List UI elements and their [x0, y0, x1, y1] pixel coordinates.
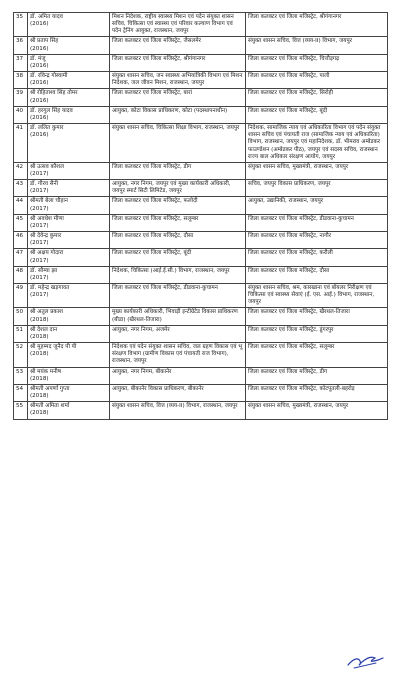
new-posting: जिला कलक्टर एवं जिला मजिस्ट्रेट, डीग	[246, 367, 388, 384]
officer-cell	[28, 214, 110, 231]
table-row	[14, 89, 388, 106]
table-row	[14, 384, 388, 401]
current-posting: मुख्य कार्यकारी अधिकारी, भिवाड़ी इन्टीग्रेटेड विकास प्राधिकरण (बीडा) (खैरथल-तिजारा)	[110, 308, 246, 325]
batch-year: (2017)	[30, 222, 49, 229]
current-posting: जिला कलक्टर एवं जिला मजिस्ट्रेट, दौसा	[110, 232, 246, 249]
officer-name: डॉ. गौरव सैनी	[30, 181, 59, 188]
serial-number: 53	[14, 367, 28, 384]
serial-number: 50	[14, 308, 28, 325]
new-posting: जिला कलक्टर एवं जिला मजिस्ट्रेट, चित्तौड़गढ़	[246, 54, 388, 71]
current-posting: निदेशक एवं पदेन संयुक्त शासन सचिव, जल ग्रहण विकास एवं भू संरक्षण विभाग (ग्रामीण विकास एवं पंचायती राज विभाग), राजस्थान, जयपुर	[110, 343, 246, 367]
table-row	[14, 325, 388, 342]
current-posting: जिला कलक्टर एवं जिला मजिस्ट्रेट, बूंदी	[110, 249, 246, 266]
current-posting: आयुक्त, कोटा विकास प्राधिकरण, कोटा (पदस्थापनाधीन)	[110, 106, 246, 123]
new-posting: निदेशक, सामाजिक न्याय एवं अधिकारिता विभाग एवं पदेन संयुक्त शासन सचिव एवं पंचायती राज (सामाजिक न्याय एवं अधिकारिता) विभाग, राजस्थान, जयपुर एवं महानिदेशक, डॉ. भीमराव अम्बेडकर फाउण्डेशन (अम्बेडकर पीठ), जयपुर एवं सदस्य सचिव, राजस्थान राज्य बाल अधिकार संरक्षण आयोग, जयपुर	[246, 124, 388, 163]
serial-number: 55	[14, 402, 28, 419]
serial-number: 45	[14, 214, 28, 231]
new-posting: जिला कलक्टर एवं जिला मजिस्ट्रेट, सिरोही	[246, 89, 388, 106]
table-row	[14, 180, 388, 197]
current-posting: आयुक्त, नगर निगम, बीकानेर	[110, 367, 246, 384]
officer-name: डॉ. ललित कुमार	[30, 125, 64, 132]
serial-number: 44	[14, 197, 28, 214]
officer-name: श्री अवधेश मीणा	[30, 215, 64, 222]
officer-name: श्री अतुल प्रकाश	[30, 309, 63, 316]
current-posting: जिला कलक्टर एवं जिला मजिस्ट्रेट, फलोदी	[110, 197, 246, 214]
new-posting: जिला कलक्टर एवं जिला मजिस्ट्रेट, बूंदी	[246, 106, 388, 123]
officer-name: डॉ. हरगुल सिंह यादव	[30, 107, 73, 114]
officer-name: श्री देशल दान	[30, 326, 58, 333]
new-posting: जिला कलक्टर एवं जिला मजिस्ट्रेट, सलूम्बर	[246, 343, 388, 367]
batch-year: (2017)	[30, 205, 49, 212]
serial-number: 38	[14, 72, 28, 89]
serial-number: 40	[14, 106, 28, 123]
new-posting: जिला कलक्टर एवं जिला मजिस्ट्रेट, पाली	[246, 72, 388, 89]
batch-year: (2018)	[30, 333, 49, 340]
batch-year: (2017)	[30, 188, 49, 195]
officer-cell	[28, 89, 110, 106]
transfer-list-table	[13, 12, 388, 420]
batch-year: (2016)	[30, 114, 49, 121]
officer-cell	[28, 367, 110, 384]
officer-name: श्री मुहम्मद जुनैद पी पी	[30, 344, 77, 351]
serial-number: 41	[14, 124, 28, 163]
signature	[345, 650, 385, 670]
serial-number: 42	[14, 162, 28, 179]
current-posting: संयुक्त शासन सचिव, वित्त (व्यय-II) विभाग, राजस्थान, जयपुर	[110, 402, 246, 419]
officer-name: श्री उत्सव कौशल	[30, 163, 64, 170]
table-row	[14, 54, 388, 71]
batch-year: (2018)	[30, 410, 49, 417]
table-body	[14, 13, 388, 420]
new-posting: संयुक्त शासन सचिव, वित्त (व्यय-II) विभाग, जयपुर	[246, 37, 388, 54]
current-posting: आयुक्त, बीकानेर विकास प्राधिकरण, बीकानेर	[110, 384, 246, 401]
officer-name: श्रीमती अपर्णा गुप्ता	[30, 385, 70, 392]
batch-year: (2016)	[30, 21, 49, 28]
current-posting: जिला कलक्टर एवं जिला मजिस्ट्रेट, जैसलमेर	[110, 37, 246, 54]
officer-name: श्री अक्षय गोदारा	[30, 250, 64, 257]
officer-cell	[28, 325, 110, 342]
current-posting: जिला कलक्टर एवं जिला मजिस्ट्रेट, डीग	[110, 162, 246, 179]
officer-name: श्री मयंक मनीष	[30, 368, 61, 375]
new-posting: जिला कलक्टर एवं जिला मजिस्ट्रेट, खैरथल-तिजारा	[246, 308, 388, 325]
officer-name: श्री देवेन्द्र कुमार	[30, 233, 62, 240]
table-row	[14, 106, 388, 123]
officer-cell	[28, 180, 110, 197]
new-posting: संयुक्त शासन सचिव, श्रम, कारखाना एवं बॉयलर निरीक्षण एवं चिकित्सा एवं स्वास्थ्य सेवाएं (ई. एस. आई.) विभाग, राजस्थान, जयपुर	[246, 284, 388, 308]
table-row	[14, 13, 388, 37]
new-posting: आयुक्त, उद्यानिकी, राजस्थान, जयपुर	[246, 197, 388, 214]
officer-name: डॉ. रविन्द्र गोस्वामी	[30, 73, 68, 80]
batch-year: (2018)	[30, 316, 49, 323]
table-row	[14, 214, 388, 231]
serial-number: 51	[14, 325, 28, 342]
officer-cell	[28, 232, 110, 249]
new-posting: जिला कलक्टर एवं जिला मजिस्ट्रेट, कोटपूतली-बहरोड़	[246, 384, 388, 401]
serial-number: 49	[14, 284, 28, 308]
current-posting: संयुक्त शासन सचिव, जन स्वास्थ्य अभियांत्रिकी विभाग एवं मिशन निदेशक, जल जीवन मिशन, राजस्थान, जयपुर	[110, 72, 246, 89]
serial-number: 46	[14, 232, 28, 249]
batch-year: (2017)	[30, 240, 49, 247]
batch-year: (2016)	[30, 80, 49, 87]
current-posting: जिला कलक्टर एवं जिला मजिस्ट्रेट, सलूम्बर	[110, 214, 246, 231]
officer-cell	[28, 106, 110, 123]
officer-cell	[28, 124, 110, 163]
table-row	[14, 284, 388, 308]
officer-cell	[28, 37, 110, 54]
serial-number: 43	[14, 180, 28, 197]
current-posting: आयुक्त, नगर निगम, जयपुर एवं मुख्य कार्यकारी अधिकारी, जयपुर स्मार्ट सिटी लिमिटेड, जयपुर	[110, 180, 246, 197]
officer-cell	[28, 13, 110, 37]
officer-cell	[28, 308, 110, 325]
new-posting: जिला कलक्टर एवं जिला मजिस्ट्रेट, श्रीगंगानगर	[246, 13, 388, 37]
table-row	[14, 162, 388, 179]
batch-year: (2018)	[30, 375, 49, 382]
current-posting: मिशन निदेशक, राष्ट्रीय स्वास्थ्य मिशन एवं पदेन संयुक्त शासन सचिव, चिकित्सा एवं स्वास्थ्य एवं परिवार कल्याण विभाग एवं पदेन ट्रेनिंग आयुक्त, राजस्थान, जयपुर	[110, 13, 246, 37]
batch-year: (2016)	[30, 45, 49, 52]
table-row	[14, 367, 388, 384]
table-row	[14, 266, 388, 283]
officer-cell	[28, 162, 110, 179]
batch-year: (2018)	[30, 351, 49, 358]
batch-year: (2017)	[30, 257, 49, 264]
officer-name: श्रीमती अमिता शर्मा	[30, 403, 70, 410]
officer-cell	[28, 266, 110, 283]
table-row	[14, 72, 388, 89]
batch-year: (2018)	[30, 393, 49, 400]
officer-cell	[28, 54, 110, 71]
officer-name: श्री रोहिताश्व सिंह तोमर	[30, 90, 78, 97]
officer-cell	[28, 384, 110, 401]
officer-name: श्रीमती बेला चौहान	[30, 198, 68, 205]
new-posting: जिला कलक्टर एवं जिला मजिस्ट्रेट, डीडवाना-कुचामन	[246, 214, 388, 231]
table-row	[14, 197, 388, 214]
officer-name: डॉ. मंजू	[30, 55, 46, 62]
new-posting: सचिव, जयपुर विकास प्राधिकरण, जयपुर	[246, 180, 388, 197]
new-posting: जिला कलक्टर एवं जिला मजिस्ट्रेट, नागौर	[246, 232, 388, 249]
new-posting: जिला कलक्टर एवं जिला मजिस्ट्रेट, डूंगरपुर	[246, 325, 388, 342]
batch-year: (2017)	[30, 292, 49, 299]
serial-number: 47	[14, 249, 28, 266]
serial-number: 48	[14, 266, 28, 283]
batch-year: (2016)	[30, 132, 49, 139]
new-posting: जिला कलक्टर एवं जिला मजिस्ट्रेट, करौली	[246, 249, 388, 266]
table-row	[14, 124, 388, 163]
serial-number: 37	[14, 54, 28, 71]
serial-number: 52	[14, 343, 28, 367]
batch-year: (2017)	[30, 274, 49, 281]
serial-number: 36	[14, 37, 28, 54]
officer-name: डॉ. महेन्द्र खड़गावत	[30, 285, 70, 291]
officer-cell	[28, 72, 110, 89]
table-row	[14, 37, 388, 54]
current-posting: निदेशक, चिकित्सा (आई.ई.सी.) विभाग, राजस्थान, जयपुर	[110, 266, 246, 283]
batch-year: (2016)	[30, 97, 49, 104]
serial-number: 39	[14, 89, 28, 106]
new-posting: संयुक्त शासन सचिव, मुख्यमंत्री, राजस्थान, जयपुर	[246, 402, 388, 419]
table-row	[14, 343, 388, 367]
serial-number: 54	[14, 384, 28, 401]
current-posting: जिला कलक्टर एवं जिला मजिस्ट्रेट, बारां	[110, 89, 246, 106]
officer-name: डॉ. सौम्या झा	[30, 267, 58, 274]
officer-name: डॉ. अमित यादव	[30, 14, 63, 20]
new-posting: जिला कलक्टर एवं जिला मजिस्ट्रेट, दौसा	[246, 266, 388, 283]
officer-cell	[28, 402, 110, 419]
officer-cell	[28, 343, 110, 367]
serial-number: 35	[14, 13, 28, 37]
current-posting: संयुक्त शासन सचिव, चिकित्सा शिक्षा विभाग, राजस्थान, जयपुर	[110, 124, 246, 163]
current-posting: आयुक्त, नगर निगम, अजमेर	[110, 325, 246, 342]
officer-name: श्री प्रताप सिंह	[30, 38, 59, 45]
table-row	[14, 249, 388, 266]
current-posting: जिला कलक्टर एवं जिला मजिस्ट्रेट, डीडवाना-कुचामन	[110, 284, 246, 308]
current-posting: जिला कलक्टर एवं जिला मजिस्ट्रेट, श्रीगंगानगर	[110, 54, 246, 71]
batch-year: (2017)	[30, 170, 49, 177]
table-row	[14, 308, 388, 325]
batch-year: (2016)	[30, 62, 49, 69]
officer-cell	[28, 197, 110, 214]
new-posting: संयुक्त शासन सचिव, मुख्यमंत्री, राजस्थान, जयपुर	[246, 162, 388, 179]
officer-cell	[28, 249, 110, 266]
table-row	[14, 402, 388, 419]
table-row	[14, 232, 388, 249]
officer-cell	[28, 284, 110, 308]
